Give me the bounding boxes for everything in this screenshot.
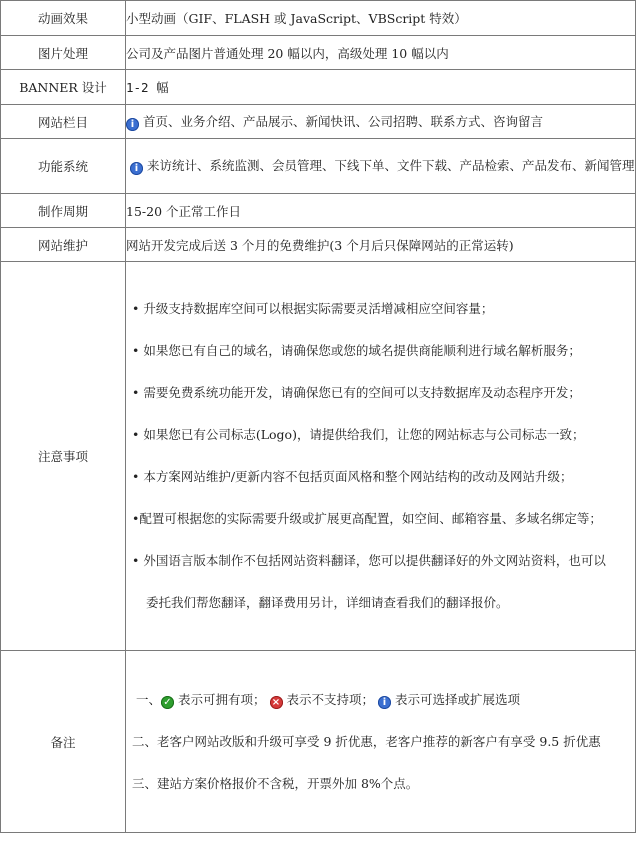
row-label: 制作周期 bbox=[1, 194, 126, 228]
row-images bbox=[1, 36, 636, 70]
remark-item: 二、老客户网站改版和升级可享受 9 折优惠，老客户推荐的新客户有享受 9.5 折优惠 bbox=[132, 733, 601, 749]
legend-ok: 表示可拥有项； bbox=[178, 691, 266, 707]
legend-no: 表示不支持项； bbox=[286, 691, 375, 707]
note-item: • 需要免费系统功能开发，请确保您已有的空间可以支持数据库及动态程序开发； bbox=[132, 385, 581, 400]
note-item: • 如果您已有公司标志(Logo)，请提供给我们，让您的网站标志与公司标志一致； bbox=[132, 427, 585, 442]
row-maintenance bbox=[1, 228, 636, 262]
row-label: 网站维护 bbox=[1, 228, 126, 262]
row-value: 1-2 幅 bbox=[126, 70, 636, 105]
row-value: 公司及产品图片普通处理 20 幅以内，高级处理 10 幅以内 bbox=[126, 36, 636, 70]
info-icon: i bbox=[130, 162, 143, 175]
info-icon: i bbox=[378, 696, 391, 709]
row-functions bbox=[1, 139, 636, 194]
note-item: •配置可根据您的实际需要升级或扩展更高配置，如空间、邮箱容量、多域名绑定等； bbox=[132, 511, 602, 526]
row-effects bbox=[1, 1, 636, 36]
note-item: 委托我们帮您翻译，翻译费用另计，详细请查看我们的翻译报价。 bbox=[146, 595, 509, 610]
legend-info: 表示可选择或扩展选项 bbox=[395, 691, 521, 707]
legend-line bbox=[132, 679, 635, 721]
notes-list bbox=[126, 262, 636, 651]
note-item: • 本方案网站维护/更新内容不包括页面风格和整个网站结构的改动及网站升级； bbox=[132, 469, 573, 484]
remark-item: 三、建站方案价格报价不含税，开票外加 8%个点。 bbox=[132, 775, 419, 791]
row-value bbox=[126, 105, 636, 139]
functions-text: 来访统计、系统监测、会员管理、下线下单、文件下载、产品检索、产品发布、新闻管理 bbox=[146, 158, 635, 173]
cross-icon: × bbox=[270, 696, 283, 709]
row-label: 注意事项 bbox=[1, 262, 126, 651]
remarks-list bbox=[126, 651, 636, 833]
row-label: 功能系统 bbox=[1, 139, 126, 194]
row-value: 网站开发完成后送 3 个月的免费维护(3 个月后只保障网站的正常运转) bbox=[126, 228, 636, 262]
row-value: 15-20 个正常工作日 bbox=[126, 194, 636, 228]
row-label: 图片处理 bbox=[1, 36, 126, 70]
row-label: 网站栏目 bbox=[1, 105, 126, 139]
legend-prefix: 一、 bbox=[135, 691, 161, 707]
row-label: 动画效果 bbox=[1, 1, 126, 36]
row-banner bbox=[1, 70, 636, 105]
note-item: • 如果您已有自己的域名，请确保您或您的域名提供商能顺利进行域名解析服务； bbox=[132, 343, 581, 358]
row-columns bbox=[1, 105, 636, 139]
check-icon: ✓ bbox=[161, 696, 174, 709]
note-item: • 外国语言版本制作不包括网站资料翻译，您可以提供翻译好的外文网站资料，也可以 bbox=[132, 553, 606, 568]
row-label: BANNER 设计 bbox=[1, 70, 126, 105]
row-label: 备注 bbox=[1, 651, 126, 833]
row-notes bbox=[1, 262, 636, 651]
note-item: • 升级支持数据库空间可以根据实际需要灵活增减相应空间容量； bbox=[132, 301, 494, 316]
info-icon: i bbox=[126, 118, 139, 131]
columns-text: 首页、业务介绍、产品展示、新闻快讯、公司招聘、联系方式、咨询留言 bbox=[143, 114, 544, 129]
row-remarks bbox=[1, 651, 636, 833]
row-value bbox=[126, 139, 636, 194]
row-value: 小型动画（GIF、FLASH 或 JavaScript、VBScript 特效） bbox=[126, 1, 636, 36]
row-period bbox=[1, 194, 636, 228]
